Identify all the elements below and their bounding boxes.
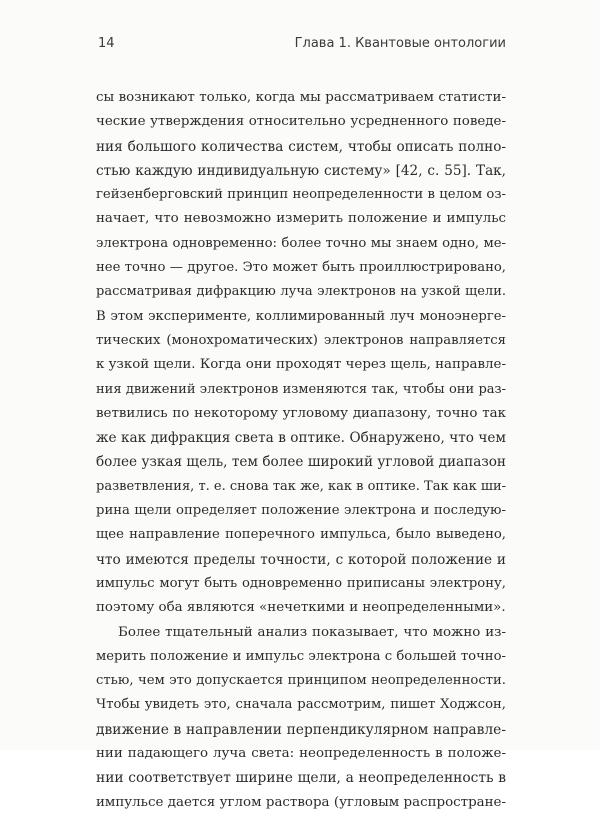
text-line: движение в направлении перпендикулярном направле- bbox=[96, 721, 506, 738]
text-line: Более тщательный анализ показывает, что можно из- bbox=[118, 624, 506, 640]
text-line: ческие утверждения относительно усредненного поведе- bbox=[96, 114, 506, 130]
text-line: стью, чем это допускается принципом неопределенности. bbox=[96, 673, 506, 689]
text-line: начает, что невозможно измерить положение и импульс bbox=[96, 211, 506, 227]
text-line: более узкая щель, тем более широкий угловой диапазон bbox=[96, 454, 506, 471]
text-line: нее точно — другое. Это может быть проиллюстрировано, bbox=[96, 260, 506, 276]
text-line: к узкой щели. Когда они проходят через щель, направле- bbox=[96, 357, 506, 373]
page-header bbox=[94, 36, 506, 56]
text-line: нии соответствует ширине щели, а неопределенность в bbox=[96, 770, 506, 787]
text-line: же как дифракция света в оптике. Обнаружено, что чем bbox=[96, 430, 506, 447]
text-line: импульс могут быть одновременно приписаны электрону, bbox=[96, 575, 506, 591]
text-line: ния большого количества систем, чтобы описать полно- bbox=[96, 138, 506, 155]
text-line: ния движений электронов изменяются так, чтобы они раз- bbox=[96, 381, 506, 397]
text-line: ветвились по некоторому угловому диапазону, точно так bbox=[96, 405, 506, 421]
text-line: что имеются пределы точности, с которой положение и bbox=[96, 551, 506, 568]
text-line: гейзенберговский принцип неопределенности в целом оз- bbox=[96, 187, 506, 203]
text-line: рассматривая дифракцию луча электронов на узкой щели. bbox=[96, 284, 506, 300]
text-line: щее направление поперечного импульса, было выведено, bbox=[96, 527, 506, 543]
text-line: стью каждую индивидуальную систему» [42, с. 55]. Так, bbox=[96, 162, 506, 179]
text-line: рина щели определяет положение электрона и последую- bbox=[96, 503, 506, 519]
body-text bbox=[96, 86, 506, 815]
text-line: поэтому оба являются «нечеткими и неопределенными». bbox=[96, 600, 506, 616]
text-line: сы возникают только, когда мы рассматриваем статисти- bbox=[96, 90, 506, 105]
text-line: В этом эксперименте, коллимированный луч моноэнергe- bbox=[96, 308, 506, 324]
text-line: нии падающего луча света: неопределенность в положе- bbox=[96, 746, 506, 762]
text-line: Чтобы увидеть это, сначала рассмотрим, пишет Ходжсон, bbox=[96, 697, 506, 713]
text-line: мерить положение и импульс электрона с большей точно- bbox=[96, 648, 506, 664]
running-head: Глава 1. Квантовые онтологии bbox=[294, 36, 506, 51]
text-line: разветвления, т. е. снова так же, как в оптике. Так как ши- bbox=[96, 478, 506, 494]
text-line: импульсе дается углом раствора (угловым распростране- bbox=[96, 794, 506, 810]
paragraph-2 bbox=[96, 621, 506, 815]
text-line: тических (монохроматических) электронов направляется bbox=[96, 332, 506, 348]
page-number: 14 bbox=[98, 36, 115, 51]
paragraph-1 bbox=[96, 86, 506, 621]
text-line: электрона одновременно: более точно мы знаем одно, ме- bbox=[96, 235, 506, 251]
